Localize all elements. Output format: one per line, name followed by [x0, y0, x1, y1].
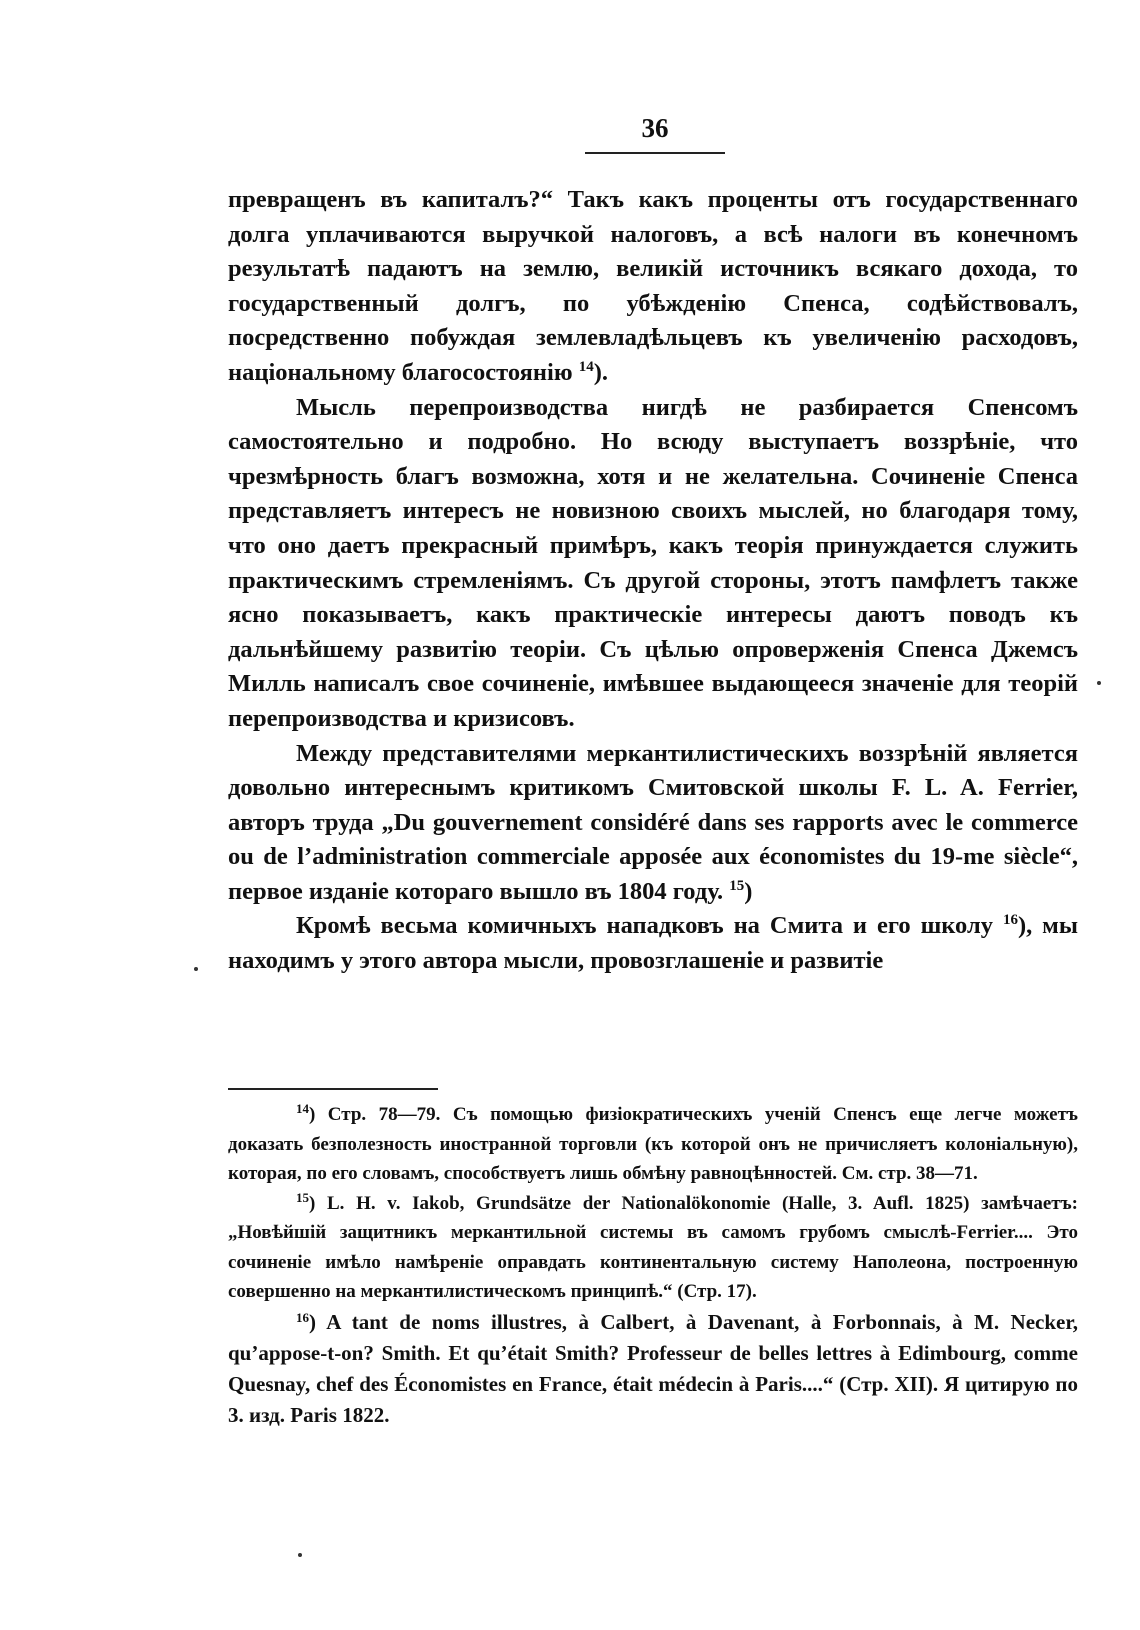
- paragraph-text: ), мы находимъ у этого автора мысли, провозглашеніе и развитіе: [228, 912, 1078, 975]
- footnote-ref: 14: [578, 358, 594, 375]
- paragraph-text: превращенъ въ капиталъ?“ Такъ какъ проценты отъ государственнаго долга уплачиваются выручкой налоговъ, а всѣ налоги въ конечномъ результатѣ падаютъ на землю, великій источникъ всякаго дохода, то государственный долгъ, по убѣжденію Спенса, содѣйствовалъ, посредственно побуждая землевладѣльцевъ къ увеличенію расходовъ, національному благосостоянію: [228, 186, 1078, 386]
- paragraph-text: ): [744, 877, 753, 905]
- scan-speck: [194, 967, 198, 971]
- footnote-ref: 16: [1002, 912, 1018, 929]
- paragraph-text: Кромѣ весьма комичныхъ нападковъ на Смита и его школу: [296, 912, 1003, 940]
- paragraph: [228, 909, 1078, 978]
- footnote-text: ) Стр. 78—79. Съ помощью физіократическихъ ученій Спенсъ еще легче можетъ доказать безполезность иностранной торговли (къ которой онъ не причисляетъ колоніальную), которая, по его словамъ, способствуетъ лишь обмѣну равноцѣнностей. См. стр. 38—71.: [228, 1104, 1078, 1184]
- footnote-number: 14: [296, 1101, 309, 1116]
- page-number: 36: [641, 113, 669, 143]
- footnotes: [228, 1100, 1078, 1431]
- footnote-ref: 15: [729, 877, 745, 894]
- paragraph-text: ).: [593, 358, 609, 386]
- paragraph: Мысль перепроизводства нигдѣ не разбирается Спенсомъ самостоятельно и подробно. Но всюду выступаетъ воззрѣніе, что чрезмѣрность благъ возможна, хотя и не желательна. Сочиненіе Спенса представляетъ интересъ не новизною своихъ мыслей, но благодаря тому, что оно даетъ прекрасный примѣръ, какъ теорія принуждается служить практическимъ стремленіямъ. Съ другой стороны, этотъ памфлетъ также ясно показываетъ, какъ практическіе интересы даютъ поводъ къ дальнѣйшему развитію теоріи. Съ цѣлью опроверженія Спенса Джемсъ Милль написалъ свое сочиненіе, имѣвшее выдающееся значеніе для теорій перепроизводства и кризисовъ.: [228, 393, 1078, 732]
- paragraph-text: Между представителями меркантилистическихъ воззрѣній является довольно интереснымъ критикомъ Смитовской школы F. L. A. Ferrier, авторъ труда „Du gouvernement considéré dans ses rapports avec le commerce ou de l’administration commerciale apposée aux économistes du 19-me siècle“, первое изданіе котораго вышло въ 1804 году.: [228, 739, 1078, 905]
- scan-speck: [1097, 681, 1101, 685]
- scan-speck: [298, 1553, 302, 1557]
- footnote-number: 15: [296, 1189, 309, 1205]
- paragraph: [228, 737, 1078, 910]
- footnote: [228, 1307, 1078, 1431]
- footnote-number: 16: [296, 1309, 309, 1325]
- footnote-separator: [228, 1088, 438, 1090]
- page-number-rule: [585, 152, 725, 154]
- paragraph: [228, 183, 1078, 391]
- footnote: [228, 1189, 1078, 1307]
- footnote-text: ) L. H. v. Iakob, Grundsätze der Nationalökonomie (Halle, 3. Aufl. 1825) замѣчаетъ: „Новѣйшій защитникъ меркантильной системы въ самомъ грубомъ смыслѣ-Ferrier.... Это сочиненіе имѣло намѣреніе оправдать континентальную систему Наполеона, построенную совершенно на меркантилистическомъ принципѣ.“ (Стр. 17).: [228, 1192, 1078, 1302]
- footnote: [228, 1100, 1078, 1189]
- body-text: [228, 183, 1078, 979]
- footnote-text: ) A tant de noms illustres, à Calbert, à Davenant, à Forbonnais, à M. Necker, qu’appose-t-on? Smith. Et qu’était Smith? Professeur de belles lettres à Edimbourg, comme Quesnay, chef des Économistes en France, était médecin à Paris....“ (Стр. XII). Я цитирую по 3. изд. Paris 1822.: [228, 1309, 1078, 1427]
